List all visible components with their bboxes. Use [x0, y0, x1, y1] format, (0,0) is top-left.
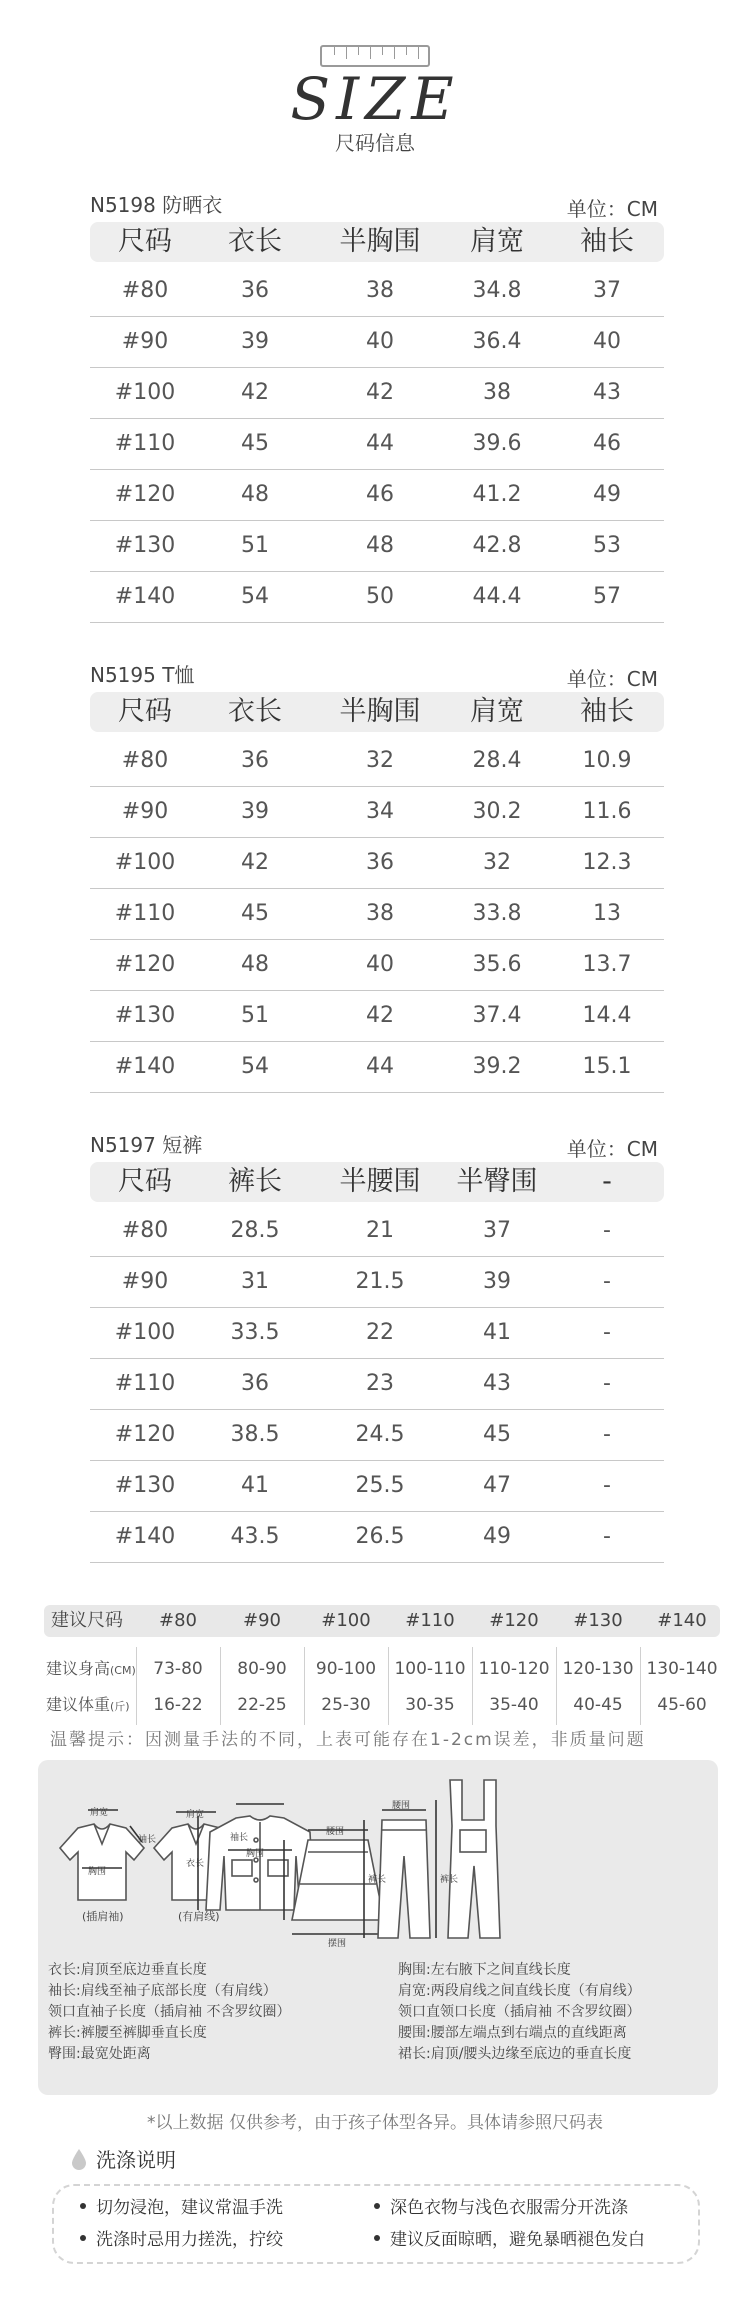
- recommend-header: [44, 1605, 720, 1637]
- table-cell: 28.5: [230, 1218, 280, 1243]
- table-cell: 41: [241, 1473, 269, 1498]
- page-title: SIZE: [290, 65, 460, 133]
- table-cell: #120: [114, 952, 176, 977]
- column-header: 肩宽: [470, 696, 524, 727]
- table-cell: 32: [483, 850, 511, 875]
- table-cell: 38: [366, 278, 394, 303]
- table-cell: 37: [483, 1218, 511, 1243]
- table-cell: 35.6: [472, 952, 522, 977]
- table-cell: 10.9: [582, 748, 632, 773]
- table-cell: 49: [483, 1524, 511, 1549]
- table-cell: 34: [366, 799, 394, 824]
- table-cell: -: [603, 1218, 611, 1243]
- definitions-left: [48, 1960, 290, 2065]
- definition-line: 臀围:最宽处距离: [48, 2046, 151, 2062]
- table-row: [90, 1461, 664, 1512]
- recommend-height: 120-130: [562, 1659, 634, 1679]
- table-row: [90, 940, 664, 991]
- column-header: 袖长: [580, 226, 634, 257]
- column-header: 尺码: [118, 696, 172, 727]
- column-divider: [304, 1647, 305, 1725]
- table-row: [90, 1206, 664, 1257]
- column-divider: [640, 1647, 641, 1725]
- table-cell: 38.5: [230, 1422, 280, 1447]
- column-divider: [136, 1647, 137, 1725]
- definition-line: 衣长:肩顶至底边垂直长度: [48, 1962, 207, 1978]
- column-header: 半胸围: [339, 696, 421, 727]
- table-cell: 45: [241, 431, 269, 456]
- table-cell: 43: [593, 380, 621, 405]
- tshirt-raglan-icon: [60, 1810, 144, 1900]
- disclaimer: *以上数据 仅供参考，由于孩子体型各异。具体请参照尺码表: [147, 2113, 603, 2133]
- definition-line: 胸围:左右腋下之间直线长度: [398, 1962, 571, 1978]
- table-cell: 51: [241, 533, 269, 558]
- measurement-tip: 温馨提示：因测量手法的不同，上表可能存在1-2cm误差，非质量问题: [50, 1730, 646, 1750]
- sleeve-label: 袖长: [138, 1835, 157, 1845]
- table-cell: 31: [241, 1269, 269, 1294]
- table-cell: -: [603, 1473, 611, 1498]
- table-cell: 21.5: [355, 1269, 405, 1294]
- height-label: 建议身高(CM): [46, 1659, 136, 1678]
- table-row: [90, 368, 664, 419]
- recommend-weight: 30-35: [405, 1695, 455, 1715]
- definition-line: 裤长:裤腰至裤脚垂直长度: [48, 2025, 207, 2041]
- table-cell: 23: [366, 1371, 394, 1396]
- table-unit: 单位：CM: [566, 197, 658, 221]
- recommend-label: 建议尺码: [51, 1610, 123, 1631]
- pants-length-label-2: 裤长: [440, 1875, 459, 1885]
- table-cell: 42: [366, 1003, 394, 1028]
- table-cell: 39.2: [472, 1054, 522, 1079]
- column-header: 半胸围: [339, 226, 421, 257]
- column-header: -: [602, 1166, 612, 1197]
- table-cell: 48: [241, 952, 269, 977]
- table-cell: 42.8: [472, 533, 522, 558]
- table-cell: #90: [121, 329, 169, 354]
- recommend-weight-row: [44, 1685, 720, 1725]
- table-cell: 48: [241, 482, 269, 507]
- table-cell: 41.2: [472, 482, 522, 507]
- table-cell: 44: [366, 1054, 394, 1079]
- table-cell: 54: [241, 1054, 269, 1079]
- table-cell: 36: [241, 748, 269, 773]
- table-cell: 33.8: [472, 901, 522, 926]
- hem-label: 摆围: [328, 1939, 347, 1949]
- table-cell: #90: [121, 1269, 169, 1294]
- table-cell: 13: [593, 901, 621, 926]
- table-cell: 36: [366, 850, 394, 875]
- table-cell: 54: [241, 584, 269, 609]
- column-divider: [220, 1647, 221, 1725]
- table-cell: 28.4: [472, 748, 522, 773]
- waist-label: 腰围: [326, 1827, 345, 1837]
- table-cell: 49: [593, 482, 621, 507]
- definition-line: 袖长:肩线至袖子底部长度（有肩线）: [48, 1983, 277, 1999]
- table-row: [90, 736, 664, 787]
- table-header: [90, 1162, 664, 1202]
- table-cell: 37.4: [472, 1003, 522, 1028]
- table-row: [90, 266, 664, 317]
- table-cell: #140: [114, 584, 176, 609]
- table-cell: #100: [114, 380, 176, 405]
- table-cell: 42: [366, 380, 394, 405]
- chest-label: 胸围: [88, 1867, 107, 1877]
- table-row: [90, 1308, 664, 1359]
- recommend-height: 130-140: [646, 1659, 718, 1679]
- table-cell: 15.1: [582, 1054, 632, 1079]
- table-cell: 45: [483, 1422, 511, 1447]
- table-cell: 46: [366, 482, 394, 507]
- table-cell: 46: [593, 431, 621, 456]
- column-header: 袖长: [580, 696, 634, 727]
- overalls-icon: [436, 1780, 500, 1938]
- chest-label-2: 胸围: [246, 1849, 265, 1859]
- table-cell: 53: [593, 533, 621, 558]
- table-cell: -: [603, 1524, 611, 1549]
- table-cell: 25.5: [355, 1473, 405, 1498]
- table-row: [90, 991, 664, 1042]
- table-cell: 36.4: [472, 329, 522, 354]
- table-cell: 36: [241, 278, 269, 303]
- recommend-size: #90: [243, 1610, 281, 1631]
- shoulder-label: 肩宽: [90, 1808, 109, 1818]
- table-header: [90, 222, 664, 262]
- table-cell: 39: [483, 1269, 511, 1294]
- table-row: [90, 1257, 664, 1308]
- recommend-height: 80-90: [237, 1659, 287, 1679]
- table-title: N5198 防晒衣: [90, 193, 223, 217]
- table-cell: 40: [366, 952, 394, 977]
- table-cell: 26.5: [355, 1524, 405, 1549]
- definition-line: 领口直袖子长度（插肩袖 不含罗纹圈）: [48, 2004, 291, 2020]
- table-cell: #80: [121, 278, 169, 303]
- table-cell: 38: [483, 380, 511, 405]
- recommend-size: #120: [489, 1610, 539, 1631]
- table-cell: 42: [241, 850, 269, 875]
- recommend-height: 100-110: [394, 1659, 466, 1679]
- recommend-weight: 40-45: [573, 1695, 623, 1715]
- table-cell: -: [603, 1371, 611, 1396]
- table-cell: 47: [483, 1473, 511, 1498]
- table-cell: 40: [593, 329, 621, 354]
- table-cell: 45: [241, 901, 269, 926]
- recommend-weight: 25-30: [321, 1695, 371, 1715]
- table-row: [90, 1410, 664, 1461]
- recommend-height-row: [44, 1649, 720, 1689]
- table-cell: 37: [593, 278, 621, 303]
- length-label: 衣长: [186, 1859, 205, 1869]
- column-divider: [556, 1647, 557, 1725]
- table-title: N5195 T恤: [90, 663, 195, 687]
- shoulder-note: (有肩线): [178, 1910, 220, 1923]
- table-row: [90, 521, 664, 572]
- shoulder-label-2: 肩宽: [186, 1810, 205, 1820]
- table-title: N5197 短裤: [90, 1133, 203, 1157]
- recommend-weight: 45-60: [657, 1695, 707, 1715]
- table-cell: #90: [121, 799, 169, 824]
- table-cell: #110: [114, 901, 176, 926]
- table-cell: #80: [121, 1218, 169, 1243]
- table-cell: 43: [483, 1371, 511, 1396]
- table-cell: 33.5: [230, 1320, 280, 1345]
- table-unit: 单位：CM: [566, 1137, 658, 1161]
- column-header: 尺码: [118, 226, 172, 257]
- table-cell: #130: [114, 1003, 176, 1028]
- wash-item: 建议反面晾晒，避免暴晒褪色发白: [374, 2228, 645, 2252]
- table-cell: 44.4: [472, 584, 522, 609]
- table-cell: 13.7: [582, 952, 632, 977]
- table-cell: #140: [114, 1054, 176, 1079]
- recommend-height: 90-100: [315, 1659, 377, 1679]
- measurement-diagram-panel: [38, 1760, 718, 2095]
- definition-line: 肩宽:两段肩线之间直线长度（有肩线）: [398, 1983, 641, 1999]
- recommend-size: #80: [159, 1610, 197, 1631]
- table-cell: 44: [366, 431, 394, 456]
- wash-item: 切勿浸泡，建议常温手洗: [80, 2196, 283, 2220]
- table-row: [90, 1512, 664, 1563]
- waist-label-2: 腰围: [392, 1801, 411, 1811]
- table-cell: #80: [121, 748, 169, 773]
- column-header: 半臀围: [456, 1166, 538, 1197]
- recommend-size: #130: [573, 1610, 623, 1631]
- table-cell: #120: [114, 482, 176, 507]
- recommend-size: #110: [405, 1610, 455, 1631]
- raglan-note: (插肩袖): [82, 1910, 124, 1923]
- table-cell: 42: [241, 380, 269, 405]
- table-header: [90, 692, 664, 732]
- table-cell: 21: [366, 1218, 394, 1243]
- table-cell: 57: [593, 584, 621, 609]
- table-row: [90, 889, 664, 940]
- table-cell: 39: [241, 799, 269, 824]
- table-cell: 50: [366, 584, 394, 609]
- recommend-size: #100: [321, 1610, 371, 1631]
- table-cell: 14.4: [582, 1003, 632, 1028]
- column-header: 半腰围: [339, 1166, 421, 1197]
- pants-length-label: 裤长: [368, 1875, 387, 1885]
- recommend-weight: 35-40: [489, 1695, 539, 1715]
- table-cell: 12.3: [582, 850, 632, 875]
- table-cell: 51: [241, 1003, 269, 1028]
- definitions-right: [398, 1960, 641, 2065]
- table-cell: 11.6: [582, 799, 632, 824]
- table-cell: 36: [241, 1371, 269, 1396]
- table-cell: #110: [114, 431, 176, 456]
- table-cell: 24.5: [355, 1422, 405, 1447]
- table-row: [90, 838, 664, 889]
- column-divider: [388, 1647, 389, 1725]
- recommend-size: #140: [657, 1610, 707, 1631]
- recommend-weight: 16-22: [153, 1695, 203, 1715]
- wash-item: 深色衣物与浅色衣服需分开洗涤: [374, 2196, 628, 2220]
- column-header: 尺码: [118, 1166, 172, 1197]
- table-row: [90, 419, 664, 470]
- table-cell: 34.8: [472, 278, 522, 303]
- column-divider: [472, 1647, 473, 1725]
- table-unit: 单位：CM: [566, 667, 658, 691]
- wash-title: 洗涤说明: [96, 2148, 176, 2172]
- table-cell: 39.6: [472, 431, 522, 456]
- definition-line: 腰围:腰部左端点到右端点的直线距离: [398, 2025, 627, 2041]
- column-header: 肩宽: [470, 226, 524, 257]
- table-cell: 30.2: [472, 799, 522, 824]
- table-cell: 43.5: [230, 1524, 280, 1549]
- table-cell: -: [603, 1269, 611, 1294]
- table-row: [90, 572, 664, 623]
- table-cell: #110: [114, 1371, 176, 1396]
- definition-line: 裙长:肩顶/腰头边缘至底边的垂直长度: [398, 2046, 632, 2062]
- column-header: 衣长: [228, 696, 282, 727]
- table-cell: 41: [483, 1320, 511, 1345]
- wash-item: 洗涤时忌用力搓洗，拧绞: [80, 2228, 283, 2252]
- table-cell: 32: [366, 748, 394, 773]
- recommend-height: 110-120: [478, 1659, 550, 1679]
- page-subtitle: 尺码信息: [335, 131, 415, 155]
- table-cell: #130: [114, 533, 176, 558]
- table-cell: 40: [366, 329, 394, 354]
- table-cell: #120: [114, 1422, 176, 1447]
- table-row: [90, 317, 664, 368]
- table-cell: #140: [114, 1524, 176, 1549]
- sleeve-label-2: 袖长: [230, 1833, 249, 1843]
- table-cell: 22: [366, 1320, 394, 1345]
- recommend-height: 73-80: [153, 1659, 203, 1679]
- column-header: 裤长: [228, 1166, 282, 1197]
- water-drop-icon: [70, 2148, 88, 2172]
- weight-label: 建议体重(斤): [46, 1695, 130, 1714]
- table-cell: #100: [114, 1320, 176, 1345]
- table-cell: -: [603, 1320, 611, 1345]
- table-cell: #130: [114, 1473, 176, 1498]
- table-row: [90, 1042, 664, 1093]
- table-row: [90, 1359, 664, 1410]
- table-row: [90, 470, 664, 521]
- recommend-weight: 22-25: [237, 1695, 287, 1715]
- table-cell: 38: [366, 901, 394, 926]
- table-cell: -: [603, 1422, 611, 1447]
- table-row: [90, 787, 664, 838]
- definition-line: 领口直领口长度（插肩袖 不含罗纹圈）: [398, 2004, 641, 2020]
- table-cell: 39: [241, 329, 269, 354]
- wash-instructions-box: [52, 2184, 700, 2264]
- table-cell: 48: [366, 533, 394, 558]
- column-header: 衣长: [228, 226, 282, 257]
- table-cell: #100: [114, 850, 176, 875]
